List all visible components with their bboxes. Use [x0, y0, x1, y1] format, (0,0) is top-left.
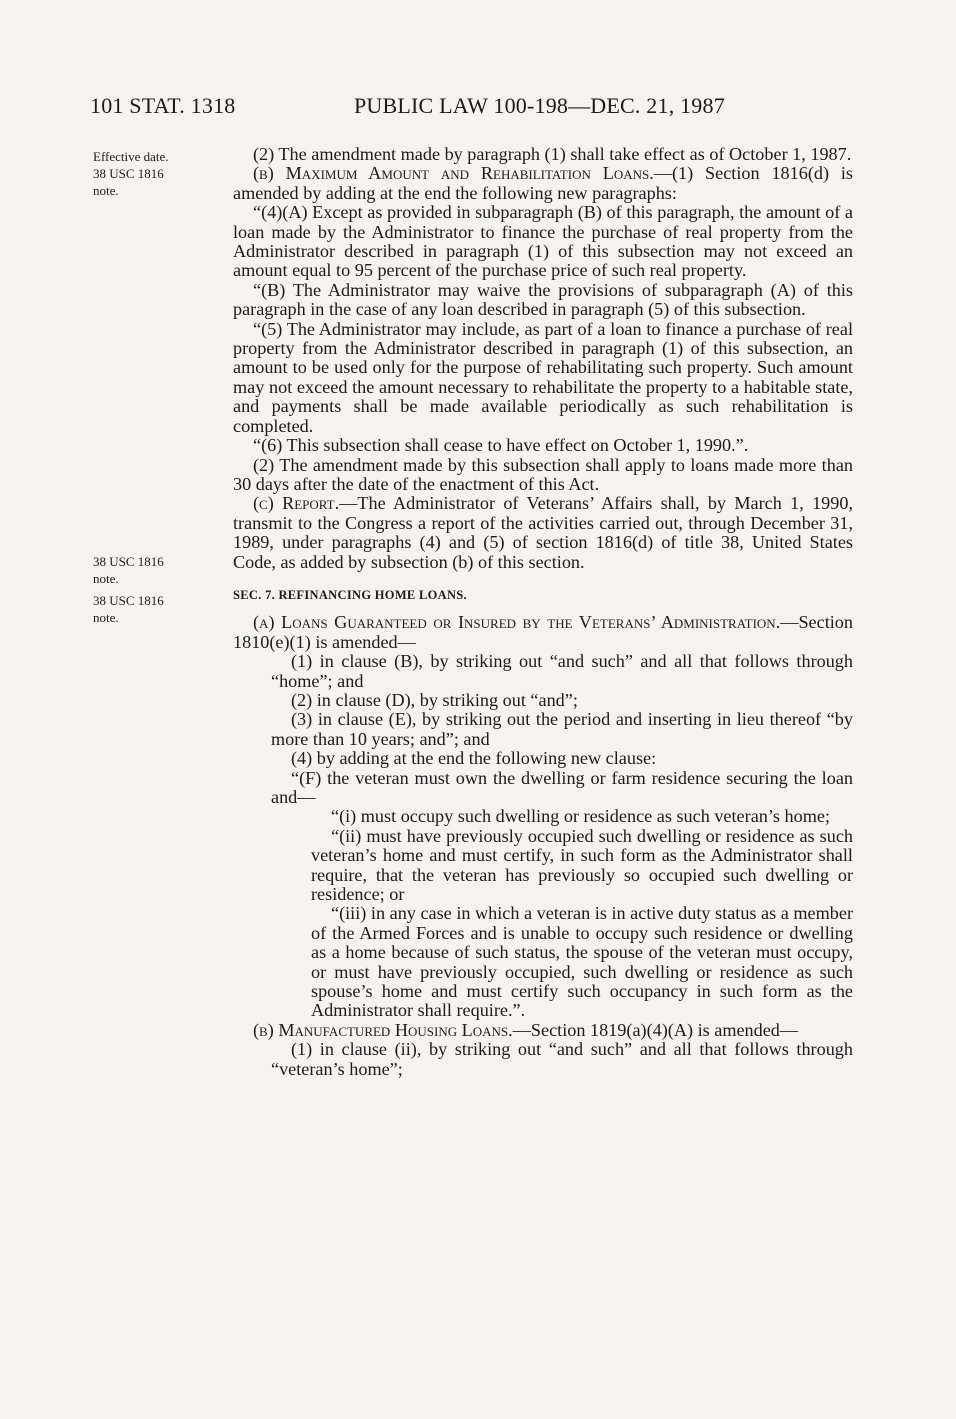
clause: (4) by adding at the end the following new clause: [291, 748, 657, 769]
paragraph [233, 1021, 853, 1040]
section-heading: SEC. 7. REFINANCING HOME LOANS. [233, 587, 467, 602]
page-running-head: PUBLIC LAW 100-198—DEC. 21, 1987 [354, 93, 725, 118]
margin-note-line: note. [93, 183, 119, 198]
clause: (2) in clause (D), by striking out “and”; [291, 689, 578, 710]
clause: (1) in clause (ii), by striking out “and such” and all that follows through “veteran’s home”; [271, 1039, 853, 1079]
margin-note-line: 38 USC 1816 [93, 554, 164, 569]
paragraph-text: —Section 1810(e)(1) is amended— [233, 612, 853, 652]
paragraph: “(5) The Administrator may include, as part of a loan to finance a purchase of real property from the Administrator described in paragraph (1) of this subsection, an amount to be used only for the purpose of rehabilitating such property. Such amount may not exceed the amount necessary to rehabilitate the property to a habitable state, and payments shall be made available periodically as such rehabilitation is completed. [233, 318, 853, 436]
paragraph-text: —The Administrator of Veterans’ Affairs shall, by March 1, 1990, transmit to the Congress a report of the activities carried out, through December 31, 1989, under paragraphs (4) and (5) of section 1816(d) of title 38, United States Code, as added by subsection (b) of this section. [233, 493, 853, 572]
margin-note-usc-1 [93, 553, 223, 587]
subclause: “(i) must occupy such dwelling or residence as such veteran’s home; [331, 806, 830, 827]
clause-text: (1) in clause (B), by striking out “and such” and all that follows through “home”; and [271, 651, 853, 691]
subsection-heading: (b) Manufactured Housing Loans. [253, 1019, 513, 1040]
paragraph: “(4)(A) Except as provided in subparagraph (B) of this paragraph, the amount of a loan made by the Administrator to finance the purchase of real property from the Administrator described in paragraph (1) of this subsection may not exceed an amount equal to 95 percent of the purchase price of such real property. [233, 202, 853, 281]
subclause: “(ii) must have previously occupied such dwelling or residence as such veteran’s home and must certify, in such form as the Administrator shall require, that the veteran has previously so occupied such dwelling or residence; or [311, 825, 853, 905]
paragraph [233, 494, 853, 572]
margin-note-line: 38 USC 1816 [93, 166, 164, 181]
subsection-heading: (c) Report. [253, 493, 340, 514]
subsection-heading: (b) Maximum Amount and Rehabilitation Loans. [253, 163, 654, 184]
margin-note-line: 38 USC 1816 [93, 593, 164, 608]
paragraph: “(B) The Administrator may waive the provisions of subparagraph (A) of this paragraph in the case of any loan described in paragraph (5) of this subsection. [233, 279, 853, 320]
paragraph [233, 613, 853, 652]
paragraph: (2) The amendment made by this subsection shall apply to loans made more than 30 days after the date of the enactment of this Act. [233, 454, 853, 494]
margin-note-line: note. [93, 571, 119, 586]
paragraph: “(6) This subsection shall cease to have effect on October 1, 1990.”. [253, 435, 749, 456]
paragraph: (2) The amendment made by paragraph (1) shall take effect as of October 1, 1987. [253, 144, 852, 164]
statute-text [233, 145, 853, 1079]
paragraph [233, 164, 853, 203]
page-stat-number: 101 STAT. 1318 [90, 93, 236, 118]
clause: “(F) the veteran must own the dwelling or farm residence securing the loan and— [271, 767, 853, 807]
margin-note-usc-2 [93, 592, 223, 626]
subclause: “(iii) in any case in which a veteran is in active duty status as a member of the Armed Forces and is unable to occupy such residence or dwelling as a home because of such status, the spouse of the veteran must occupy, or must have previously occupied, such dwelling or residence as such spouse’s home and must certify such occupancy in such form as the Administrator shall require.”. [311, 903, 853, 1021]
paragraph-text: —(1) Section 1816(d) is amended by adding at the end the following new paragraphs: [233, 163, 853, 203]
margin-note-line: note. [93, 610, 119, 625]
clause: (3) in clause (E), by striking out the period and inserting in lieu thereof “by more than 10 years; and”; and [271, 709, 853, 749]
clause [233, 652, 853, 691]
margin-note-effective-date [93, 148, 223, 199]
margin-note-line: Effective date. [93, 149, 169, 164]
paragraph-text: —Section 1819(a)(4)(A) is amended— [512, 1019, 799, 1040]
subsection-heading: (a) Loans Guaranteed or Insured by the Veterans’ Administration. [253, 612, 781, 633]
